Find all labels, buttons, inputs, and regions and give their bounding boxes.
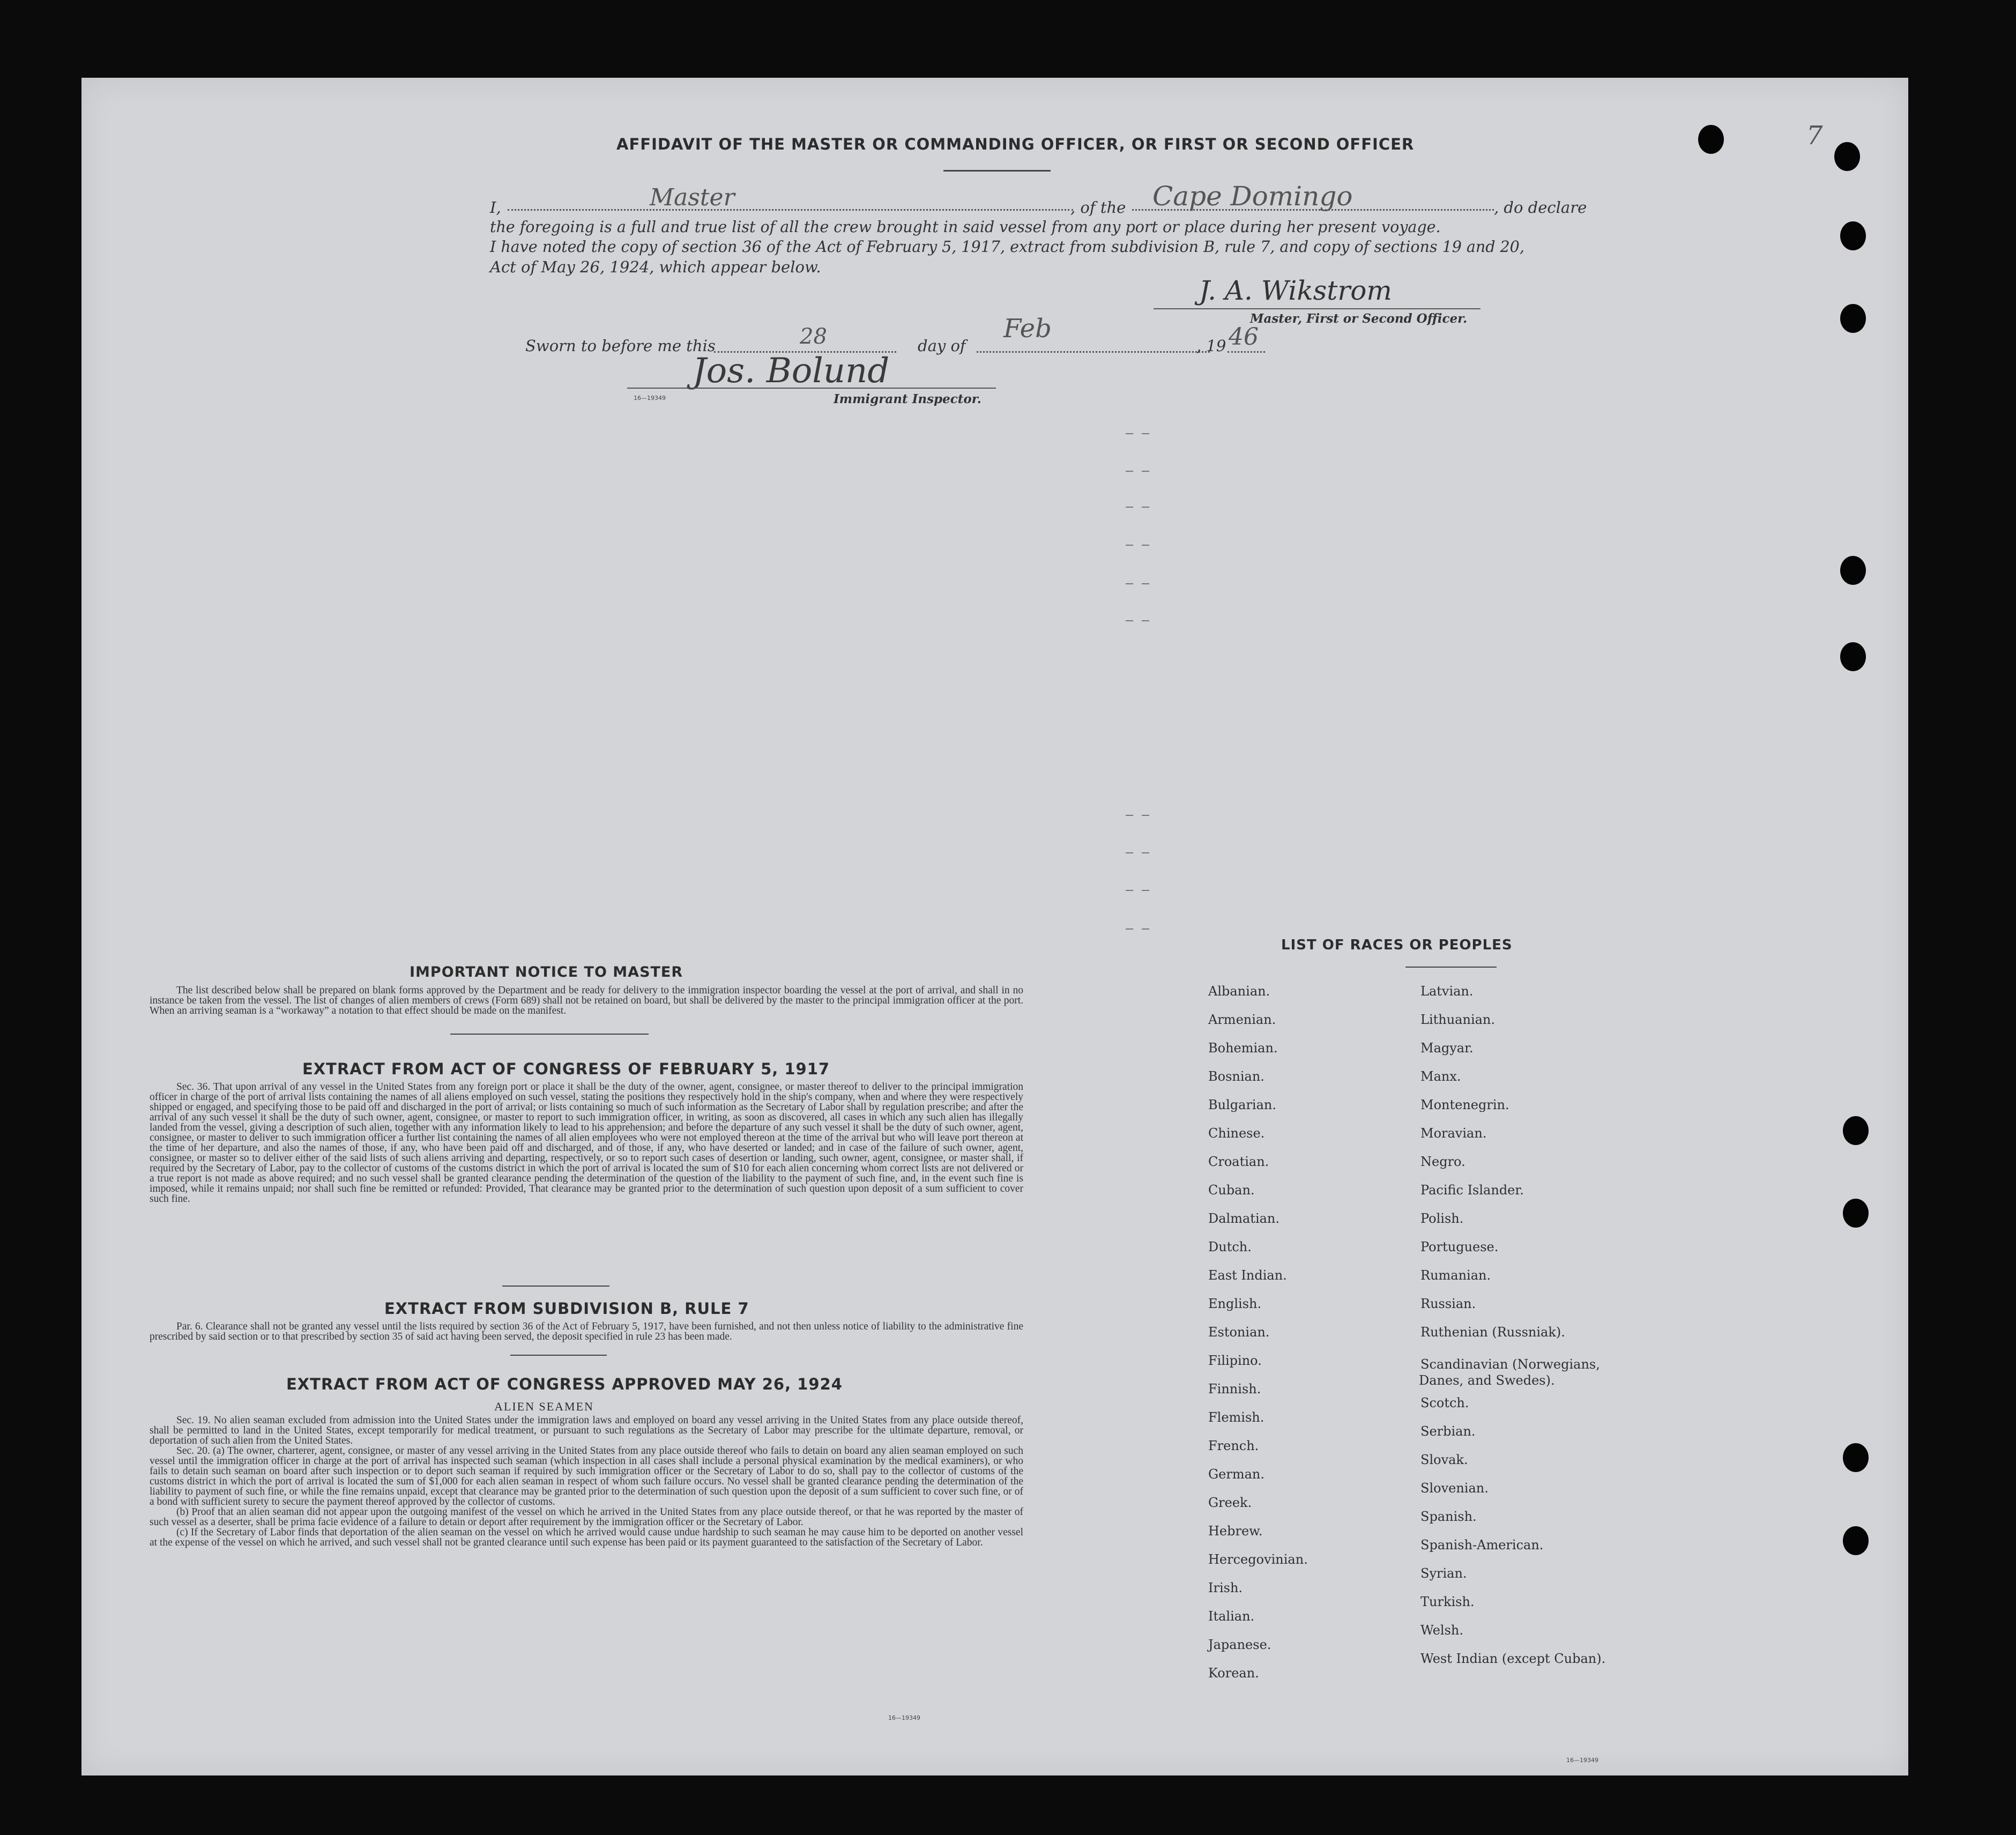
races-title: LIST OF RACES OR PEOPLES (1281, 937, 1513, 953)
do-declare-label: , do declare (1494, 198, 1587, 217)
section-20a-paragraph: Sec. 20. (a) The owner, charterer, agent, consignee, or master of any vessel arriving in the United States from any place outside thereof who fails to detain on board any alien seaman employed on such vessel until the immigration officer in charge at the port of arrival has inspected such seaman (which inspection in all cases shall include a personal physical examination by the medical examiners), or who fails to detain such seaman on board after such inspection or to deport such seaman if required by such immigration officer or the Secretary of Labor to do so, shall pay to the collector of customs of the customs district in which the port of arrival is located the sum of $1,000 for each alien seaman in respect of whom such failure occurs. No vessel shall be granted clearance pending the determination of the liability to payment of such fine, or while the fine remains unpaid, except that clearance may be granted prior to the determination of such question upon the deposit of a sum sufficient to cover such fine, or of a bond with sufficient surety to secure the payment thereof approved by the collector of customs. (150, 1445, 1023, 1507)
race-item: Flemish. (1208, 1410, 1264, 1425)
form-number-bottom-right: 16—19349 (1566, 1757, 1598, 1764)
race-item: Ruthenian (Russniak). (1420, 1325, 1565, 1340)
punch-hole (1843, 1526, 1869, 1555)
notice-title: IMPORTANT NOTICE TO MASTER (410, 964, 683, 980)
race-item: English. (1208, 1296, 1262, 1311)
race-item: Hercegovinian. (1208, 1552, 1308, 1567)
dash-mark (1126, 545, 1133, 546)
race-item: Slovak. (1420, 1452, 1468, 1467)
race-item: Scandinavian (Norwegians, (1420, 1357, 1600, 1372)
of-the-label: , of the (1070, 198, 1126, 217)
dash-mark (1142, 507, 1149, 508)
form-number-top: 16—19349 (634, 395, 666, 402)
dash-mark (1126, 620, 1133, 621)
title-rule (943, 170, 1051, 172)
notice-body (150, 985, 1023, 1016)
race-item: Bulgarian. (1208, 1097, 1276, 1112)
race-item: Korean. (1208, 1666, 1259, 1681)
dash-mark (1142, 433, 1149, 434)
punch-hole (1840, 642, 1866, 671)
race-item: Dutch. (1208, 1239, 1252, 1254)
i-label: I, (490, 198, 501, 217)
race-item: Cuban. (1208, 1183, 1255, 1198)
affidavit-line-4: Act of May 26, 1924, which appear below. (490, 258, 821, 276)
race-item: Scotch. (1420, 1395, 1469, 1410)
race-item: East Indian. (1208, 1268, 1287, 1283)
race-item: Magyar. (1420, 1041, 1474, 1056)
dash-mark (1126, 890, 1133, 891)
notice-rule (450, 1034, 649, 1035)
race-item: Lithuanian. (1420, 1012, 1496, 1027)
race-item: Pacific Islander. (1420, 1183, 1524, 1198)
race-item: Irish. (1208, 1580, 1243, 1595)
punch-hole (1840, 304, 1866, 333)
race-item: Dalmatian. (1208, 1211, 1280, 1226)
dash-mark (1126, 815, 1133, 816)
race-item: Slovenian. (1420, 1481, 1489, 1496)
races-rule (1405, 967, 1497, 968)
punch-hole (1843, 1116, 1869, 1145)
inspector-signature: Jos. Bolund (693, 351, 890, 391)
handwritten-day: 28 (800, 324, 827, 349)
alien-seamen-subtitle: ALIEN SEAMEN (494, 1400, 594, 1413)
race-item: Finnish. (1208, 1381, 1261, 1396)
affidavit-line-3: I have noted the copy of section 36 of the Act of February 5, 1917, extract from subdivision B, rule 7, and copy of sections 19 and 20, (490, 238, 1524, 256)
inspector-line (627, 388, 996, 389)
race-item: Latvian. (1420, 984, 1474, 999)
dash-mark (1142, 620, 1149, 621)
extract-1917-rule (502, 1286, 609, 1287)
race-item: Russian. (1420, 1296, 1476, 1311)
dash-mark (1126, 583, 1133, 584)
race-item: Portuguese. (1420, 1239, 1499, 1254)
race-item: Croatian. (1208, 1154, 1269, 1169)
extract-1924-title: EXTRACT FROM ACT OF CONGRESS APPROVED MAY 26, 1924 (286, 1375, 843, 1393)
race-item: Spanish-American. (1420, 1537, 1544, 1552)
margin-handwriting: 7 (1806, 121, 1823, 151)
handwritten-vessel: Cape Domingo (1152, 181, 1353, 212)
affidavit-title: AFFIDAVIT OF THE MASTER OR COMMANDING OFFICER, OR FIRST OR SECOND OFFICER (616, 135, 1415, 153)
race-item: Manx. (1420, 1069, 1461, 1084)
race-item: West Indian (except Cuban). (1420, 1651, 1606, 1666)
race-item: Greek. (1208, 1495, 1252, 1510)
month-line (977, 351, 1210, 353)
race-item: Negro. (1420, 1154, 1465, 1169)
dash-mark (1142, 471, 1149, 472)
race-item: Bohemian. (1208, 1041, 1278, 1056)
section-20c-paragraph: (c) If the Secretary of Labor finds that deportation of the alien seaman on the vessel on which he arrived would cause undue hardship to such seaman he may cause him to be deported on another vessel at the expense of the vessel on which he arrived, and such vessel shall not be granted clearance until such expense has been paid or its payment guaranteed to the satisfaction of the Secretary of Labor. (150, 1527, 1023, 1548)
signature-line (1154, 308, 1481, 309)
race-item: Italian. (1208, 1609, 1255, 1624)
year-line (1228, 351, 1265, 353)
dash-mark (1126, 471, 1133, 472)
punch-hole (1840, 221, 1866, 250)
race-item: Hebrew. (1208, 1524, 1263, 1539)
race-item: Bosnian. (1208, 1069, 1264, 1084)
document-page (81, 78, 1908, 1775)
dash-mark (1142, 583, 1149, 584)
race-item: Serbian. (1420, 1424, 1476, 1439)
master-name-line (508, 209, 1073, 211)
notice-paragraph: The list described below shall be prepared on blank forms approved by the Department and be ready for delivery to the immigration inspector boarding the vessel at the port of arrival, and shall in no instance be taken from the vessel. The list of changes of alien members of crews (Form 689) shall not be retained on board, but shall be delivered by the master to the principal immigration officer at the port. When an arriving seaman is a “workaway” a notation to that effect should be made on the manifest. (150, 985, 1023, 1016)
race-item: Japanese. (1208, 1637, 1271, 1652)
year-prefix: , 19 (1196, 337, 1226, 355)
dash-mark (1142, 815, 1149, 816)
race-item: German. (1208, 1467, 1264, 1482)
extract-1917-title: EXTRACT FROM ACT OF CONGRESS OF FEBRUARY 5, 1917 (302, 1060, 830, 1078)
master-signature: J. A. Wikstrom (1199, 275, 1392, 306)
race-item: Welsh. (1420, 1623, 1463, 1638)
inspector-caption: Immigrant Inspector. (834, 392, 981, 406)
dash-mark (1126, 507, 1133, 508)
handwritten-master: Master (650, 184, 735, 211)
dash-mark (1142, 852, 1149, 853)
dash-mark (1142, 545, 1149, 546)
race-item: Turkish. (1420, 1594, 1475, 1609)
punch-hole (1834, 142, 1860, 171)
race-item: Danes, and Swedes). (1419, 1373, 1555, 1388)
extract-1917-body (150, 1082, 1023, 1204)
extract-1924-body (150, 1415, 1023, 1548)
section-19-paragraph: Sec. 19. No alien seaman excluded from admission into the United States under the immigration laws and employed on board any vessel arriving in the United States from any place outside thereof, shall be permitted to land in the United States, except temporarily for medical treatment, or pursuant to such regulations as the Secretary of Labor may prescribe for the ultimate departure, removal, or deportation of such alien from the United States. (150, 1415, 1023, 1446)
form-number-bottom-left: 16—19349 (888, 1714, 920, 1721)
race-item: Chinese. (1208, 1126, 1265, 1141)
punch-hole (1698, 125, 1724, 154)
race-item: Montenegrin. (1420, 1097, 1509, 1112)
handwritten-year: 46 (1229, 323, 1259, 351)
race-item: Polish. (1420, 1211, 1464, 1226)
dash-mark (1126, 852, 1133, 853)
dash-mark (1126, 928, 1133, 930)
punch-hole (1840, 556, 1866, 585)
day-of-label: day of (918, 337, 966, 355)
race-item: Rumanian. (1420, 1268, 1491, 1283)
section-36-paragraph: Sec. 36. That upon arrival of any vessel in the United States from any foreign port or place it shall be the duty of the owner, agent, consignee, or master thereof to deliver to the principal immigration officer in charge of the port of arrival lists containing the names of all aliens employed on such vessel, stating the positions they respectively hold in the ship's company, when and where they were respectively shipped or engaged, and specifying those to be paid off and discharged in the port of arrival; or lists containing so much of such information as the Secretary of Labor shall by regulation prescribe; and after the arrival of any such vessel it shall be the duty of such owner, agent, consignee, or master to report to such immigration officer, in writing, as soon as discovered, all cases in which any such alien has illegally landed from the vessel, giving a description of such alien, together with any information likely to lead to his apprehension; and before the departure of any such vessel it shall be the duty of such owner, agent, consignee, or master to deliver to such immigration officer a further list containing the names of all alien employees who were not employed thereon at the time of the arrival but who will leave port thereon at the time of her departure, and also the names of those, if any, who have been paid off and discharged, and of those, if any, who have deserted or landed; and in case of the failure of such owner, agent, consignee, or master so to deliver either of the said lists of such aliens arriving and departing, respectively, or so to report such cases of desertion or landing, such owner, agent, consignee, or master shall, if required by the Secretary of Labor, pay to the collector of customs of the customs district in which the port of arrival is located the sum of $10 for each alien concerning whom correct lists are not delivered or a true report is not made as above required; and no such vessel shall be granted clearance pending the determination of the question of the liability to the payment of such fine, and, in the event such fine is imposed, while it remains unpaid; nor shall such fine be remitted or refunded: Provided, That clearance may be granted prior to the determination of such question upon deposit of a sum sufficient to cover such fine. (150, 1081, 1023, 1205)
punch-hole (1843, 1199, 1869, 1228)
dash-mark (1126, 433, 1133, 434)
sworn-label: Sworn to before me this (525, 337, 716, 355)
paragraph-6: Par. 6. Clearance shall not be granted any vessel until the lists required by section 36 of the Act of February 5, 1917, have been furnished, and not then unless notice of liability to the administrative fine prescribed by said section or to that prescribed by section 35 of said act having been served, the deposit specified in rule 23 has been made. (150, 1321, 1023, 1342)
rule-7-rule (510, 1355, 607, 1356)
affidavit-line-2: the foregoing is a full and true list of all the crew brought in said vessel from any port or place during her present voyage. (490, 218, 1441, 236)
race-item: Filipino. (1208, 1353, 1262, 1368)
rule-7-body (150, 1321, 1023, 1342)
dash-mark (1142, 890, 1149, 891)
section-20b-paragraph: (b) Proof that an alien seaman did not appear upon the outgoing manifest of the vessel on which he arrived in the United States from any place outside thereof, or that he was reported by the master of such vessel as a deserter, shall be prima facie evidence of a failure to detain or deport after requirement by the immigration officer or the Secretary of Labor. (150, 1506, 1023, 1528)
race-item: Moravian. (1420, 1126, 1487, 1141)
signer-caption: Master, First or Second Officer. (1250, 311, 1468, 326)
race-item: Spanish. (1420, 1509, 1477, 1524)
race-item: Albanian. (1208, 984, 1270, 999)
race-item: Syrian. (1420, 1566, 1467, 1581)
dash-mark (1142, 928, 1149, 930)
race-item: Armenian. (1208, 1012, 1276, 1027)
rule-7-title: EXTRACT FROM SUBDIVISION B, RULE 7 (384, 1299, 749, 1318)
race-item: French. (1208, 1438, 1259, 1453)
punch-hole (1843, 1443, 1869, 1472)
race-item: Estonian. (1208, 1325, 1270, 1340)
handwritten-month: Feb (1003, 314, 1052, 344)
